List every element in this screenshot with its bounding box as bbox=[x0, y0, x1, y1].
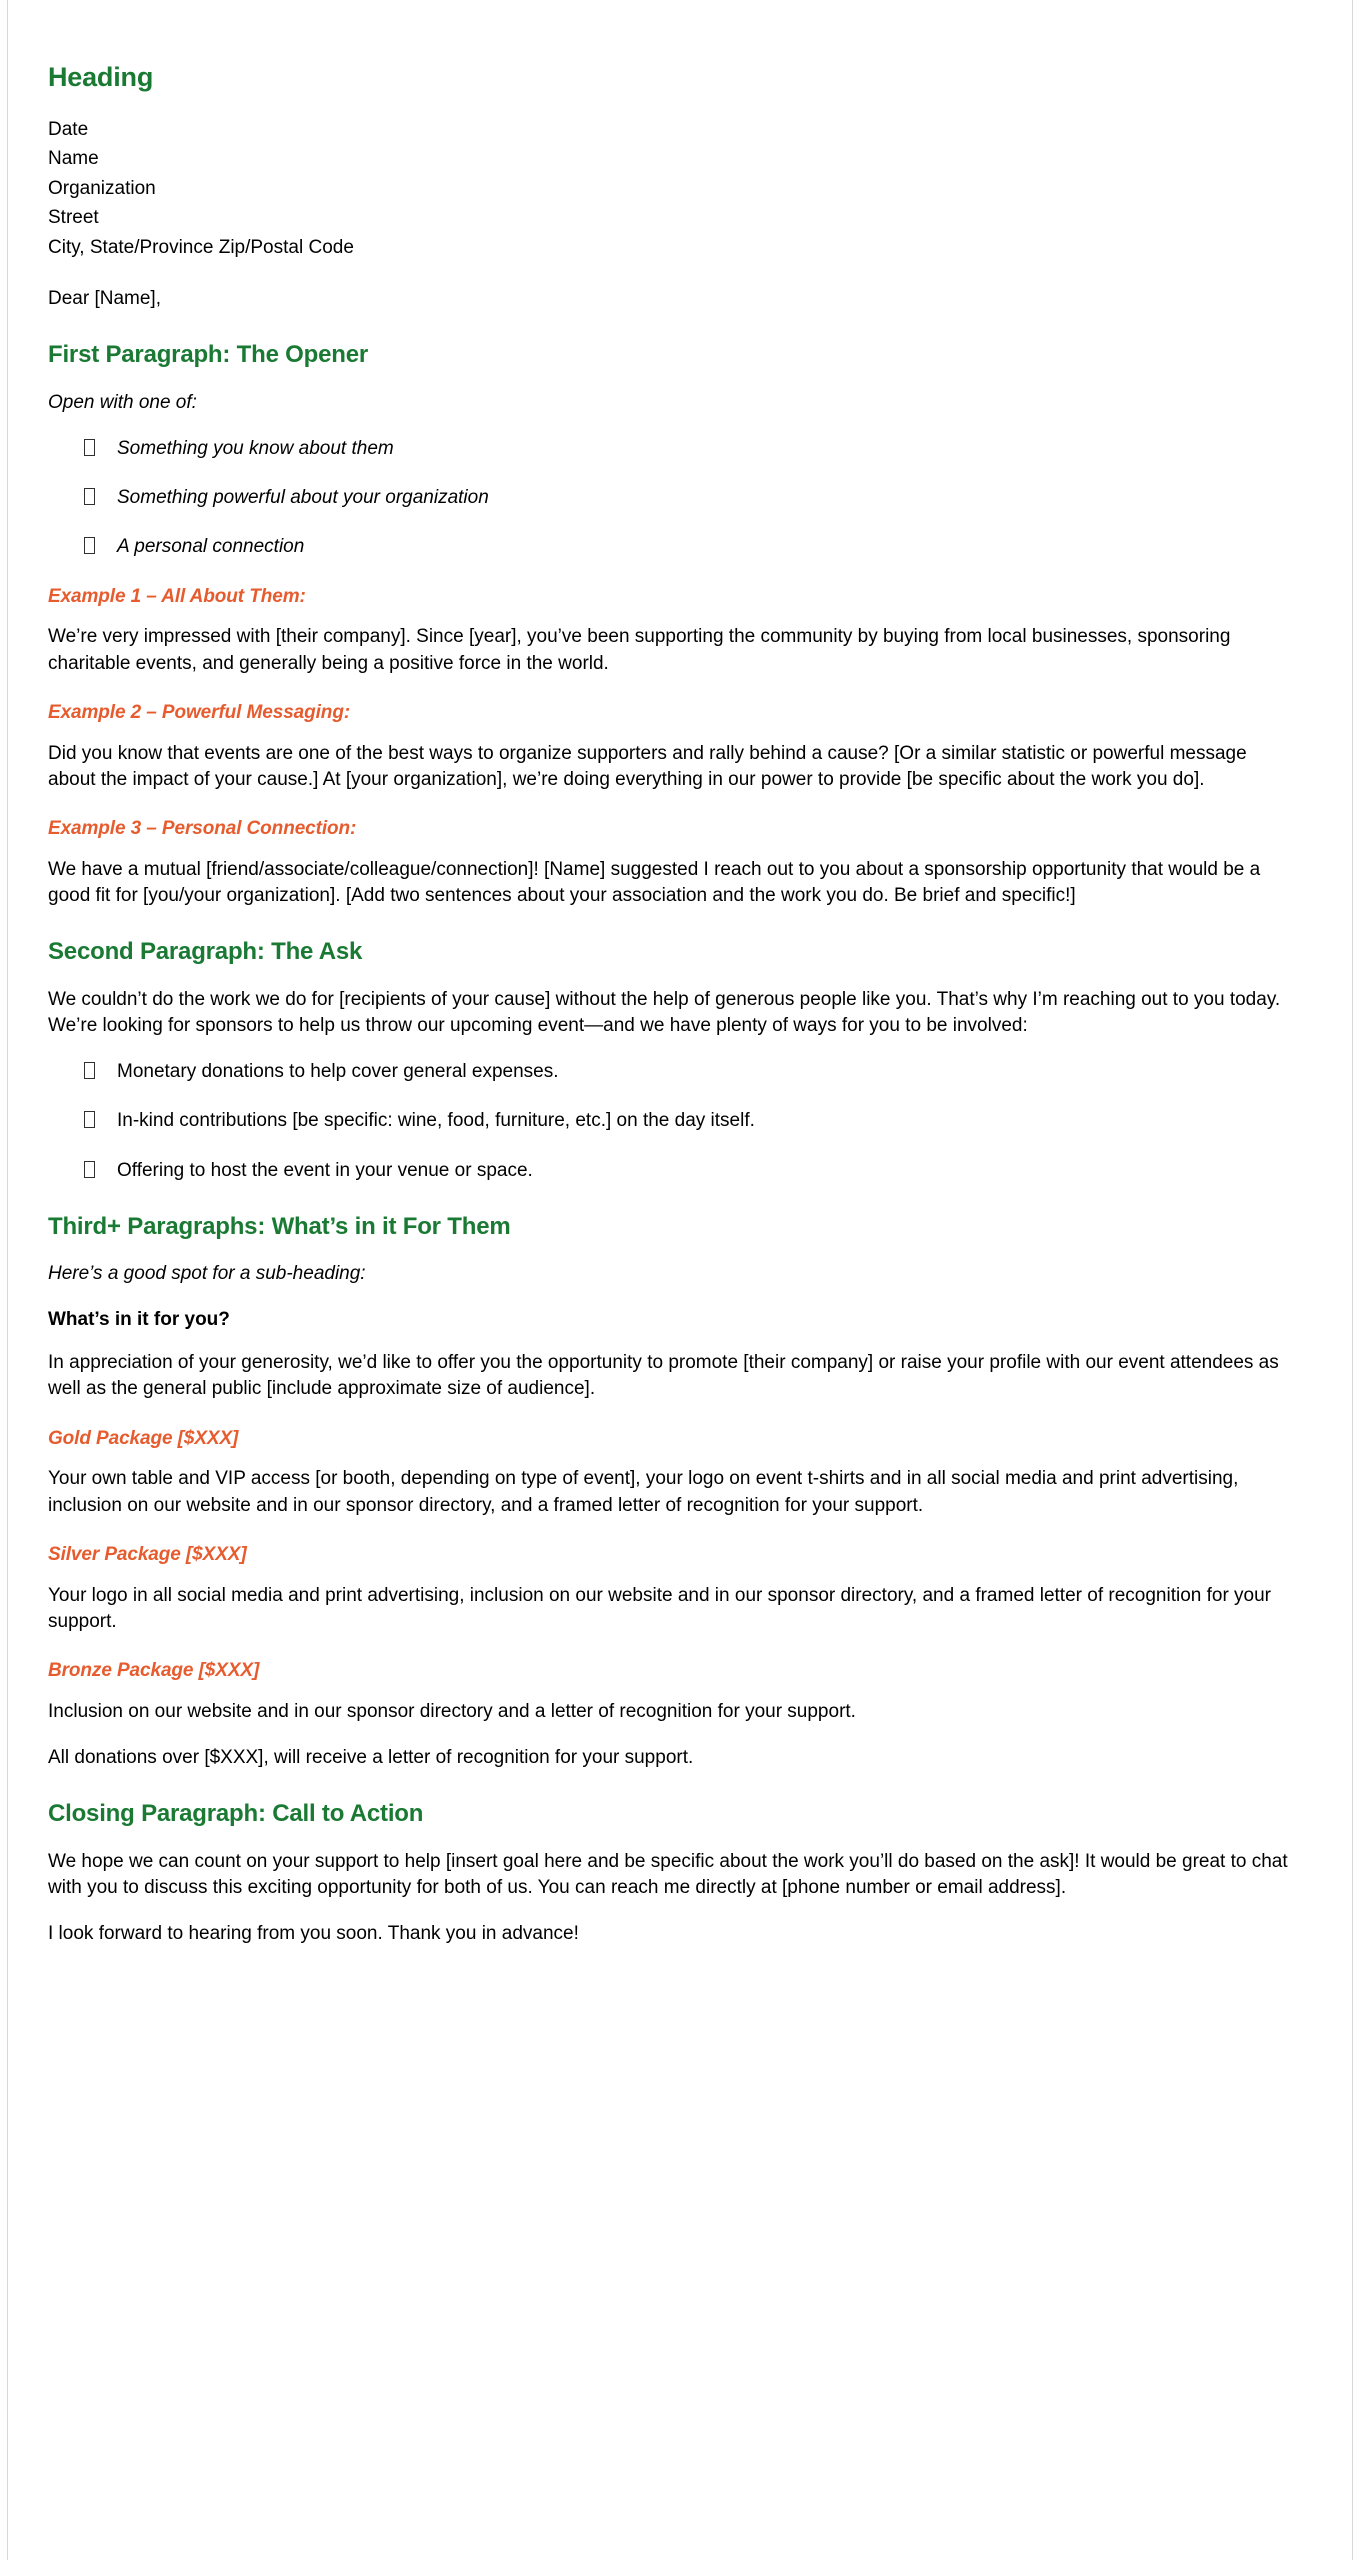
package-body-bronze: Inclusion on our website and in our sponsor directory and a letter of recognition for your support. bbox=[48, 1700, 856, 1722]
list-item-label: In-kind contributions [be specific: wine, food, furniture, etc.] on the day itself. bbox=[117, 1110, 755, 1132]
third-paragraph-body: In appreciation of your generosity, we’d like to offer you the opportunity to promote [their company] or raise your profile with our event attendees as well as the general public [include approximate size of audience]. bbox=[48, 1352, 1279, 1400]
section-heading-closing-paragraph: Closing Paragraph: Call to Action bbox=[48, 1800, 424, 1828]
address-block bbox=[48, 115, 1288, 262]
list-item-label: Offering to host the event in your venue or space. bbox=[117, 1159, 533, 1181]
address-name: Name bbox=[48, 148, 99, 170]
salutation: Dear [Name], bbox=[48, 288, 161, 310]
section-heading-third-paragraph: Third+ Paragraphs: What’s in it For Them bbox=[48, 1212, 511, 1240]
list-item bbox=[84, 485, 1288, 511]
list-item bbox=[84, 1108, 1288, 1134]
third-paragraph-sub-heading: What’s in it for you? bbox=[48, 1309, 230, 1331]
package-heading-bronze: Bronze Package [$XXX] bbox=[48, 1659, 260, 1681]
list-item-label: Something you know about them bbox=[117, 437, 394, 459]
page-title: Heading bbox=[48, 62, 154, 92]
list-item bbox=[84, 1059, 1288, 1085]
address-date: Date bbox=[48, 119, 89, 141]
package-body-gold: Your own table and VIP access [or booth, depending on type of event], your logo on event t-shirts and in all social media and print advertising, inclusion on our website and in our sponsor directory, and a framed letter of recognition for your support. bbox=[48, 1468, 1239, 1516]
example-body-2: Did you know that events are one of the best ways to organize supporters and rally behind a cause? [Or a similar statistic or powerful message about the impact of your cause.] At [your organization], we’re doing everything in our power to provide [be specific about the work you do]. bbox=[48, 742, 1247, 790]
list-item bbox=[84, 436, 1288, 462]
closing-sign-off: I look forward to hearing from you soon. Thank you in advance! bbox=[48, 1922, 579, 1944]
list-item-label: Monetary donations to help cover general expenses. bbox=[117, 1061, 559, 1083]
bullet-box-icon bbox=[84, 1161, 95, 1178]
page-left-rule bbox=[7, 0, 8, 2560]
document-content bbox=[48, 62, 1288, 1947]
third-paragraph-lead-in: Here’s a good spot for a sub-heading: bbox=[48, 1263, 366, 1285]
list-item bbox=[84, 534, 1288, 560]
bullet-box-icon bbox=[84, 1062, 95, 1079]
closing-paragraph-body: We hope we can count on your support to help [insert goal here and be specific about the work you’ll do based on the ask]! It would be great to chat with you to discuss this exciting opportunity for both of us. You can reach me directly at [phone number or email address]. bbox=[48, 1850, 1288, 1898]
package-heading-gold: Gold Package [$XXX] bbox=[48, 1427, 239, 1449]
package-heading-silver: Silver Package [$XXX] bbox=[48, 1543, 247, 1565]
ask-options-list bbox=[48, 1059, 1288, 1184]
example-heading-2: Example 2 – Powerful Messaging: bbox=[48, 701, 351, 723]
list-item-label: A personal connection bbox=[117, 536, 305, 558]
section-heading-first-paragraph: First Paragraph: The Opener bbox=[48, 341, 369, 369]
example-heading-1: Example 1 – All About Them: bbox=[48, 585, 306, 607]
donations-note: All donations over [$XXX], will receive a letter of recognition for your support. bbox=[48, 1747, 694, 1768]
example-heading-3: Example 3 – Personal Connection: bbox=[48, 818, 357, 840]
example-body-1: We’re very impressed with [their company]. Since [year], you’ve been supporting the community by buying from local businesses, sponsoring charitable events, and generally being a positive force in the world. bbox=[48, 626, 1231, 674]
second-paragraph-body: We couldn’t do the work we do for [recipients of your cause] without the help of generous people like you. That’s why I’m reaching out to you today. We’re looking for sponsors to help us throw our upcoming event—and we have plenty of ways for you to be involved: bbox=[48, 988, 1281, 1036]
list-item-label: Something powerful about your organization bbox=[117, 487, 489, 509]
address-city-state-zip: City, State/Province Zip/Postal Code bbox=[48, 236, 354, 258]
bullet-box-icon bbox=[84, 537, 95, 554]
address-street: Street bbox=[48, 207, 99, 229]
bullet-box-icon bbox=[84, 1111, 95, 1128]
bullet-box-icon bbox=[84, 488, 95, 505]
section-heading-second-paragraph: Second Paragraph: The Ask bbox=[48, 938, 363, 966]
list-item bbox=[84, 1158, 1288, 1184]
address-organization: Organization bbox=[48, 177, 156, 199]
page-right-rule bbox=[1352, 0, 1353, 2560]
opener-options-list bbox=[48, 436, 1288, 561]
example-body-3: We have a mutual [friend/associate/colleague/connection]! [Name] suggested I reach out to you about a sponsorship opportunity that would be a good fit for [you/your organization]. [Add two sentences about your association and the work you do. Be brief and specific!] bbox=[48, 858, 1261, 907]
first-paragraph-lead-in: Open with one of: bbox=[48, 391, 197, 413]
bullet-box-icon bbox=[84, 439, 95, 456]
package-body-silver: Your logo in all social media and print advertising, inclusion on our website and in our sponsor directory, and a framed letter of recognition for your support. bbox=[48, 1584, 1272, 1632]
